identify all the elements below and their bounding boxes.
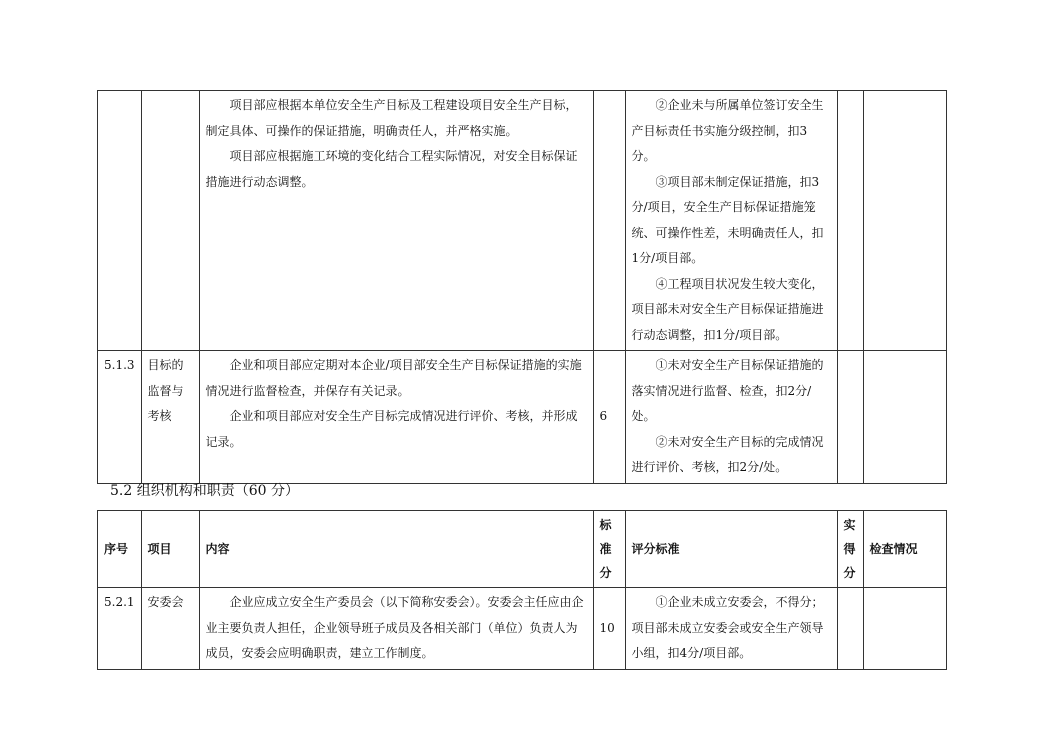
content-paragraph: 项目部应根据施工环境的变化结合工程实际情况，对安全目标保证措施进行动态调整。 bbox=[205, 149, 578, 189]
criteria-paragraph: ②企业未与所属单位签订安全生产目标责任书实施分级控制，扣3分。 bbox=[631, 98, 824, 163]
check-status-cell bbox=[863, 588, 946, 670]
table-header-row bbox=[98, 511, 947, 588]
evaluation-table bbox=[97, 510, 947, 670]
content-cell bbox=[199, 91, 593, 351]
header-actual: 实得分 bbox=[837, 511, 863, 588]
check-status-cell bbox=[863, 351, 946, 484]
evaluation-table-continued bbox=[97, 90, 947, 484]
header-check: 检查情况 bbox=[863, 511, 946, 588]
table-row bbox=[98, 588, 947, 670]
header-standard: 标准分 bbox=[593, 511, 625, 588]
content-paragraph: 企业和项目部应对安全生产目标完成情况进行评价、考核，并形成记录。 bbox=[205, 409, 578, 449]
standard-score-cell: 6 bbox=[593, 351, 625, 484]
criteria-paragraph: ①未对安全生产目标保证措施的落实情况进行监督、检查，扣2分/处。 bbox=[631, 358, 824, 423]
criteria-paragraph: ②未对安全生产目标的完成情况进行评价、考核，扣2分/处。 bbox=[631, 434, 824, 474]
header-no: 序号 bbox=[98, 511, 142, 588]
actual-score-cell bbox=[837, 588, 863, 670]
content-paragraph: 项目部应根据本单位安全生产目标及工程建设项目安全生产目标，制定具体、可操作的保证措施，明确责任人，并严格实施。 bbox=[205, 98, 578, 138]
header-criteria: 评分标准 bbox=[625, 511, 837, 588]
row-number-cell bbox=[98, 91, 142, 351]
item-cell bbox=[141, 91, 199, 351]
criteria-cell bbox=[625, 588, 837, 670]
row-number-cell: 5.1.3 bbox=[98, 351, 142, 484]
check-status-cell bbox=[863, 91, 946, 351]
criteria-cell bbox=[625, 351, 837, 484]
criteria-paragraph: ④工程项目状况发生较大变化，项目部未对安全生产目标保证措施进行动态调整，扣1分/项目部。 bbox=[631, 276, 824, 342]
content-paragraph: 企业和项目部应定期对本企业/项目部安全生产目标保证措施的实施情况进行监督检查，并保存有关记录。 bbox=[205, 358, 582, 398]
table-row bbox=[98, 351, 947, 484]
content-cell bbox=[199, 351, 593, 484]
criteria-paragraph: ①企业未成立安委会，不得分；项目部未成立安委会或安全生产领导小组，扣4分/项目部。 bbox=[631, 595, 824, 660]
actual-score-cell bbox=[837, 91, 863, 351]
standard-score-cell: 10 bbox=[593, 588, 625, 670]
header-item: 项目 bbox=[141, 511, 199, 588]
item-cell: 目标的监督与考核 bbox=[141, 351, 199, 484]
content-cell bbox=[199, 588, 593, 670]
row-number-cell: 5.2.1 bbox=[98, 588, 142, 670]
item-cell: 安委会 bbox=[141, 588, 199, 670]
header-content: 内容 bbox=[199, 511, 593, 588]
actual-score-cell bbox=[837, 351, 863, 484]
section-title: 5.2 组织机构和职责（60 分） bbox=[110, 483, 299, 499]
criteria-cell bbox=[625, 91, 837, 351]
criteria-paragraph: ③项目部未制定保证措施，扣3分/项目，安全生产目标保证措施笼统、可操作性差，未明确责任人，扣1分/项目部。 bbox=[631, 174, 824, 265]
table-row bbox=[98, 91, 947, 351]
content-paragraph: 企业应成立安全生产委员会（以下简称安委会）。安委会主任应由企业主要负责人担任，企业领导班子成员及各相关部门（单位）负责人为成员，安委会应明确职责，建立工作制度。 bbox=[205, 595, 584, 660]
standard-score-cell bbox=[593, 91, 625, 351]
